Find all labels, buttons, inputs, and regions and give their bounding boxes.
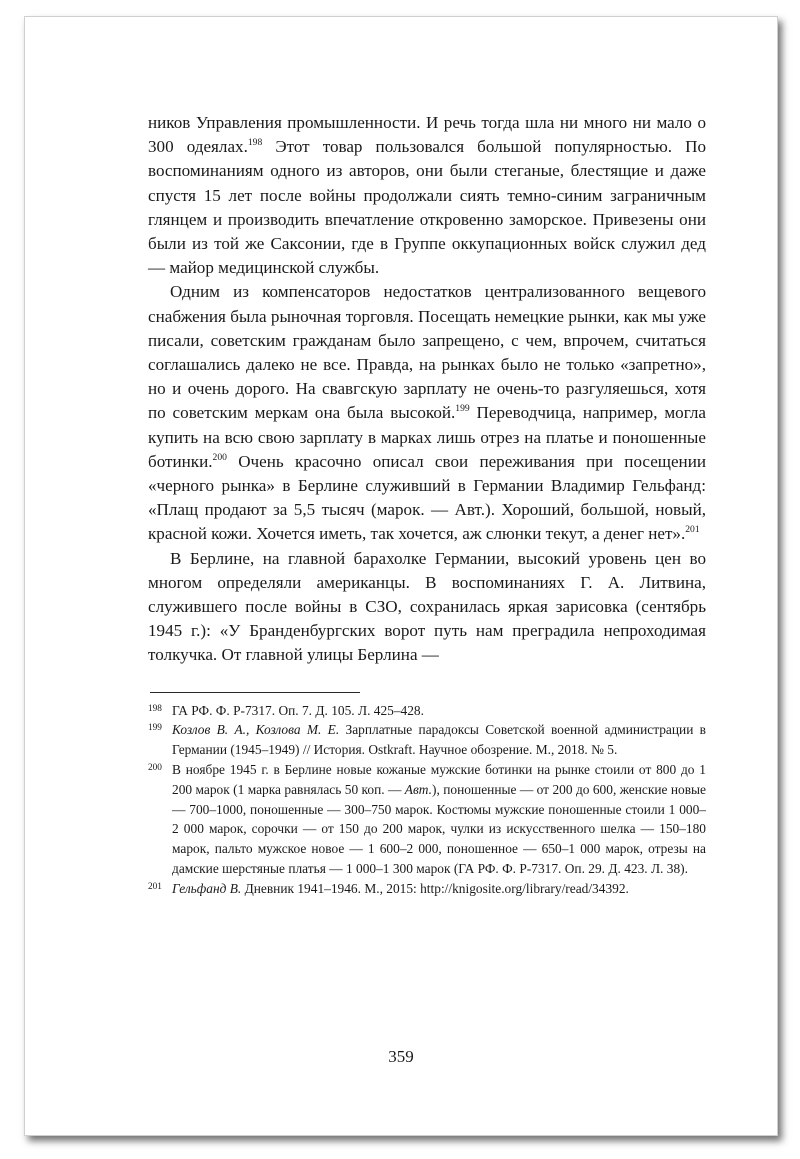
footnote-ref: 200 [212,451,227,463]
footnote-divider [150,692,360,693]
footnote-ref: 198 [247,137,263,149]
text-run: Переводчица, например, могла купить на всю свою зарплату в марках лишь отрез на платье и поношенные ботинки. [148,403,706,471]
footnote-ref: 199 [455,403,470,415]
footnote-text [172,760,706,879]
footnote-number: 200 [148,763,162,774]
footnotes [148,701,706,899]
text-run: В Берлине, на главной барахолке Германии, высокий уровень цен во многом определяли американцы. В воспоминаниях Г. А. Литвина, служившего после войны в СЗО, сохранилась яркая зарисовка (сентябрь 1945 г.): «У Бранденбургских ворот путь нам преградила непроходимая толкучка. От главной улицы Берлина — [148,548,706,665]
author-name: Козлов В. А., Козлова М. Е. [172,722,340,738]
paragraph [148,280,706,546]
footnote-run: Дневник 1941–1946. М., 2015: http://knigosite.org/library/read/34392. [241,880,629,896]
footnote-number: 199 [148,723,162,734]
text-run: Этот товар пользовался большой популярностью. По воспоминаниям одного из авторов, они были стеганые, блестящие и даже спустя 15 лет после войны продолжали сиять темно-синим заграничным глянцем и производить впечатление откровенно заморское. Привезены они были из той же Саксонии, где в Группе оккупационных войск служил дед — майор медицинской службы. [148,137,706,278]
text-run: Очень красочно описал свои переживания при посещении «черного рынка» в Берлине служивший в Германии Владимир Гельфанд: «Плащ продают за 5,5 тысяч (марок. — Авт.). Хороший, большой, новый, красной кожи. Хочется иметь, так хочется, аж слюнки текут, а денег нет». [148,451,706,544]
footnote-text [172,720,706,760]
text-run: Одним из компенсаторов недостатков централизованного вещевого снабжения была рыночная торговля. Посещать немецкие рынки, как мы уже писали, советским гражданам было запрещено, с чем, впрочем, считаться соглашались далеко не все. Правда, на рынках было не только «запретно», но и очень дорого. На свавгскую зарплату не очень-то разгуляешься, хотя по советским меркам она была высокой. [148,282,706,423]
footnote-run: ), поношенные — от 200 до 600, женские новые — 700–1000, поношенные — 300–750 марок. Костюмы мужские поношенные стоили 1 000–2 000 марок, сорочки — от 150 до 200 марок, чулки из искусственного шелка — 150–180 марок, пальто мужское новое — 1 600–2 000, поношенное — 650–1 000 марок, отрезы на дамские шерстяные платья — 1 000–1 300 марок (ГА РФ. Ф. Р-7317. Оп. 29. Д. 423. Л. 38). [172,781,706,877]
footnote-run: В ноябре 1945 г. в Берлине новые кожаные мужские ботинки на рынке стоили от 800 до 1 200 марок (1 марка равнялась 50 коп. — [172,762,706,797]
footnote-ref: 201 [685,524,700,536]
author-name: Гельфанд В. [172,880,242,896]
body-text [148,111,706,668]
footnote [148,760,706,879]
footnote-number: 201 [148,881,162,892]
footnote [148,879,706,899]
footnote-text [172,701,706,721]
author-name: Авт. [404,781,432,797]
page-number: 359 [388,1047,414,1066]
text-run: ников Управления промышленности. И речь тогда шла ни много ни мало о 300 одеялах. [148,113,706,157]
page-content [148,111,706,899]
paragraph [148,111,706,280]
footnote-number: 198 [148,703,162,714]
footnote-text [172,879,706,899]
book-page [24,16,778,1136]
footnote-run: Зарплатные парадоксы Советской военной администрации в Германии (1945–1949) // История. Oѕtkraft. Научное обозрение. М., 2018. № 5. [172,722,706,758]
footnote-run: ГА РФ. Ф. Р-7317. Оп. 7. Д. 105. Л. 425–428. [172,702,424,718]
footnote [148,701,706,721]
paragraph [148,547,706,668]
footnote [148,720,706,760]
